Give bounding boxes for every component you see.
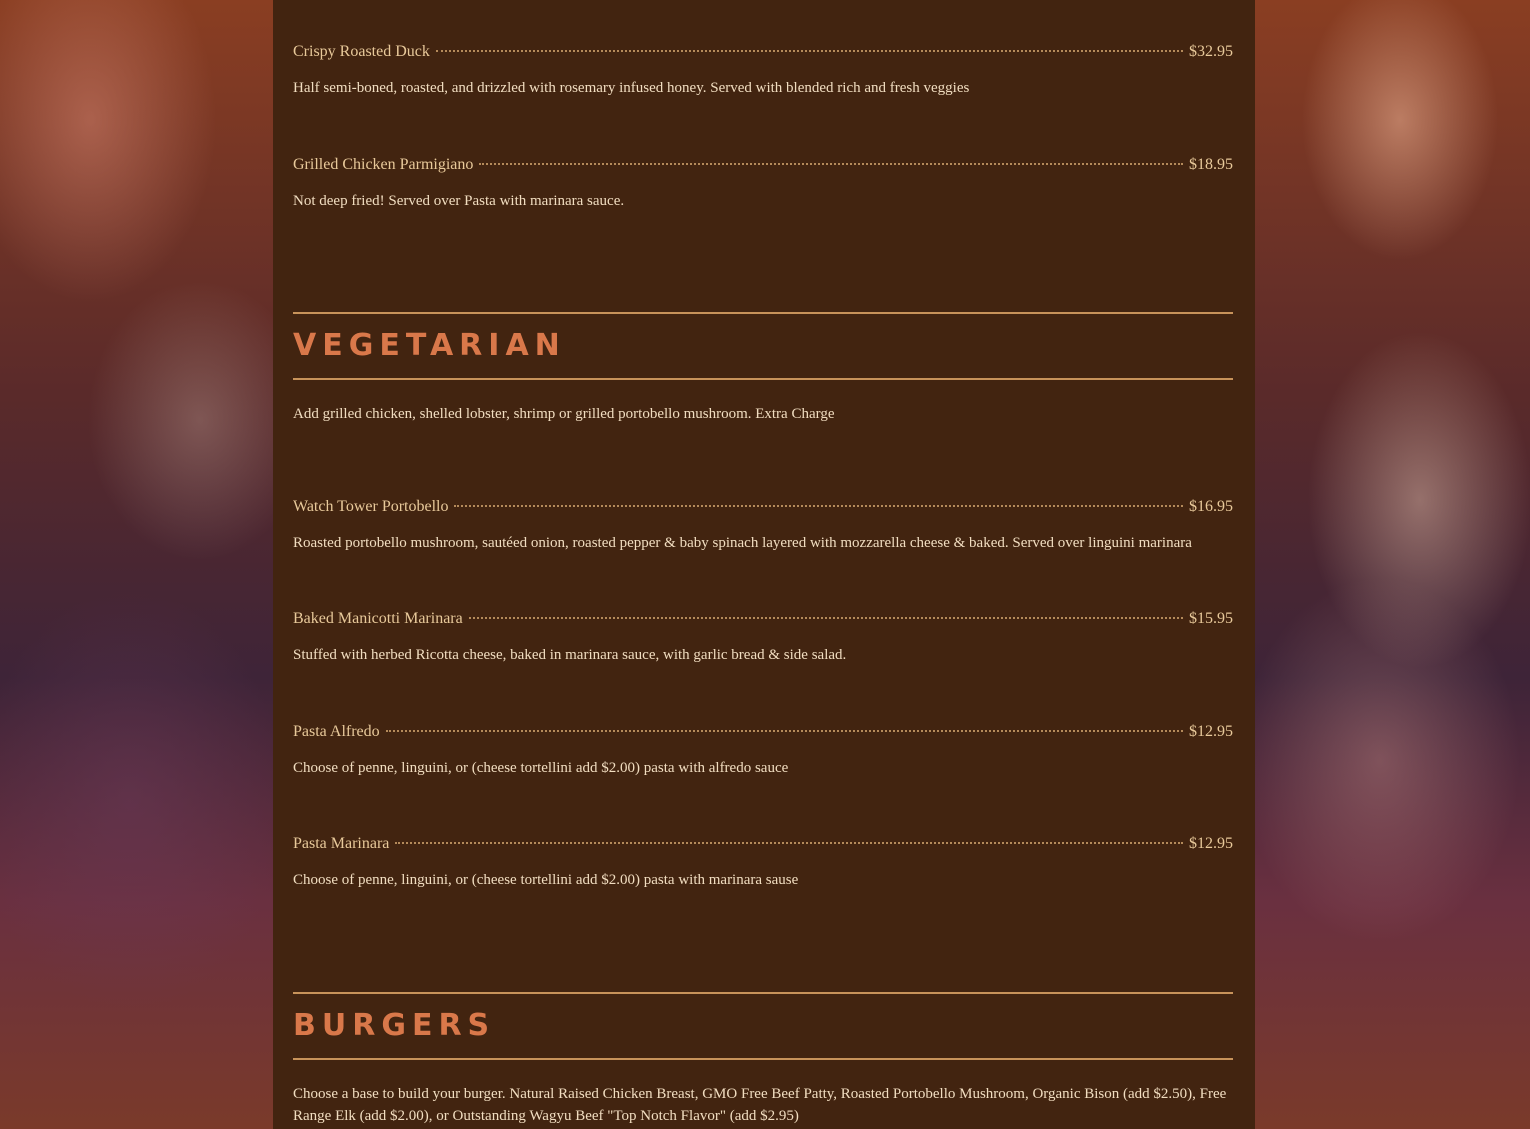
item-description: Choose of penne, linguini, or (cheese tortellini add $2.00) pasta with marinara sause bbox=[293, 872, 799, 888]
menu-item-pasta-marinara bbox=[293, 834, 1233, 891]
item-description: Half semi-boned, roasted, and drizzled with rosemary infused honey. Served with blended rich and fresh veggies bbox=[293, 80, 970, 96]
item-description: Stuffed with herbed Ricotta cheese, baked in marinara sauce, with garlic bread & side salad. bbox=[293, 647, 847, 663]
item-price: $32.95 bbox=[1189, 43, 1233, 60]
item-price: $18.95 bbox=[1189, 156, 1233, 173]
item-name: Grilled Chicken Parmigiano bbox=[293, 156, 474, 173]
menu-item-baked-manicotti-marinara bbox=[293, 609, 1233, 666]
item-description: Choose of penne, linguini, or (cheese tortellini add $2.00) pasta with alfredo sauce bbox=[293, 760, 789, 776]
section-rule-bottom bbox=[293, 1058, 1233, 1060]
item-description: Roasted portobello mushroom, sautéed onion, roasted pepper & baby spinach layered with mozzarella cheese & baked. Served over linguini marinara bbox=[293, 535, 1192, 551]
menu-item-crispy-roasted-duck bbox=[293, 42, 1233, 99]
menu-item-watch-tower-portobello bbox=[293, 497, 1233, 554]
item-description: Not deep fried! Served over Pasta with marinara sauce. bbox=[293, 193, 625, 209]
dotted-leader bbox=[479, 163, 1183, 165]
dotted-leader bbox=[395, 842, 1183, 844]
item-name: Crispy Roasted Duck bbox=[293, 43, 430, 60]
section-burgers bbox=[293, 992, 1233, 1060]
section-title: VEGETARIAN bbox=[293, 328, 566, 363]
burgers-note: Choose a base to build your burger. Natural Raised Chicken Breast, GMO Free Beef Patty, Roasted Portobello Mushroom, Organic Bison (add $2.50), Free Range Elk (add $2.00), or Outstanding Wagyu Beef "Top Notch Flavor" (add $2.95) bbox=[293, 1086, 1227, 1124]
vegetarian-note: Add grilled chicken, shelled lobster, shrimp or grilled portobello mushroom. Extra Charge bbox=[293, 406, 835, 422]
item-price: $15.95 bbox=[1189, 610, 1233, 627]
item-price: $12.95 bbox=[1189, 835, 1233, 852]
dotted-leader bbox=[436, 50, 1183, 52]
item-name: Pasta Alfredo bbox=[293, 723, 380, 740]
section-vegetarian bbox=[293, 312, 1233, 380]
menu-item-pasta-alfredo bbox=[293, 722, 1233, 779]
section-rule-bottom bbox=[293, 378, 1233, 380]
section-title: BURGERS bbox=[293, 1008, 496, 1043]
menu-item-grilled-chicken-parmigiano bbox=[293, 155, 1233, 212]
menu-panel bbox=[273, 0, 1255, 1129]
dotted-leader bbox=[386, 730, 1183, 732]
dotted-leader bbox=[469, 617, 1183, 619]
item-price: $16.95 bbox=[1189, 498, 1233, 515]
item-name: Baked Manicotti Marinara bbox=[293, 610, 463, 627]
dotted-leader bbox=[454, 505, 1183, 507]
item-name: Watch Tower Portobello bbox=[293, 498, 449, 515]
item-name: Pasta Marinara bbox=[293, 835, 390, 852]
item-price: $12.95 bbox=[1189, 723, 1233, 740]
